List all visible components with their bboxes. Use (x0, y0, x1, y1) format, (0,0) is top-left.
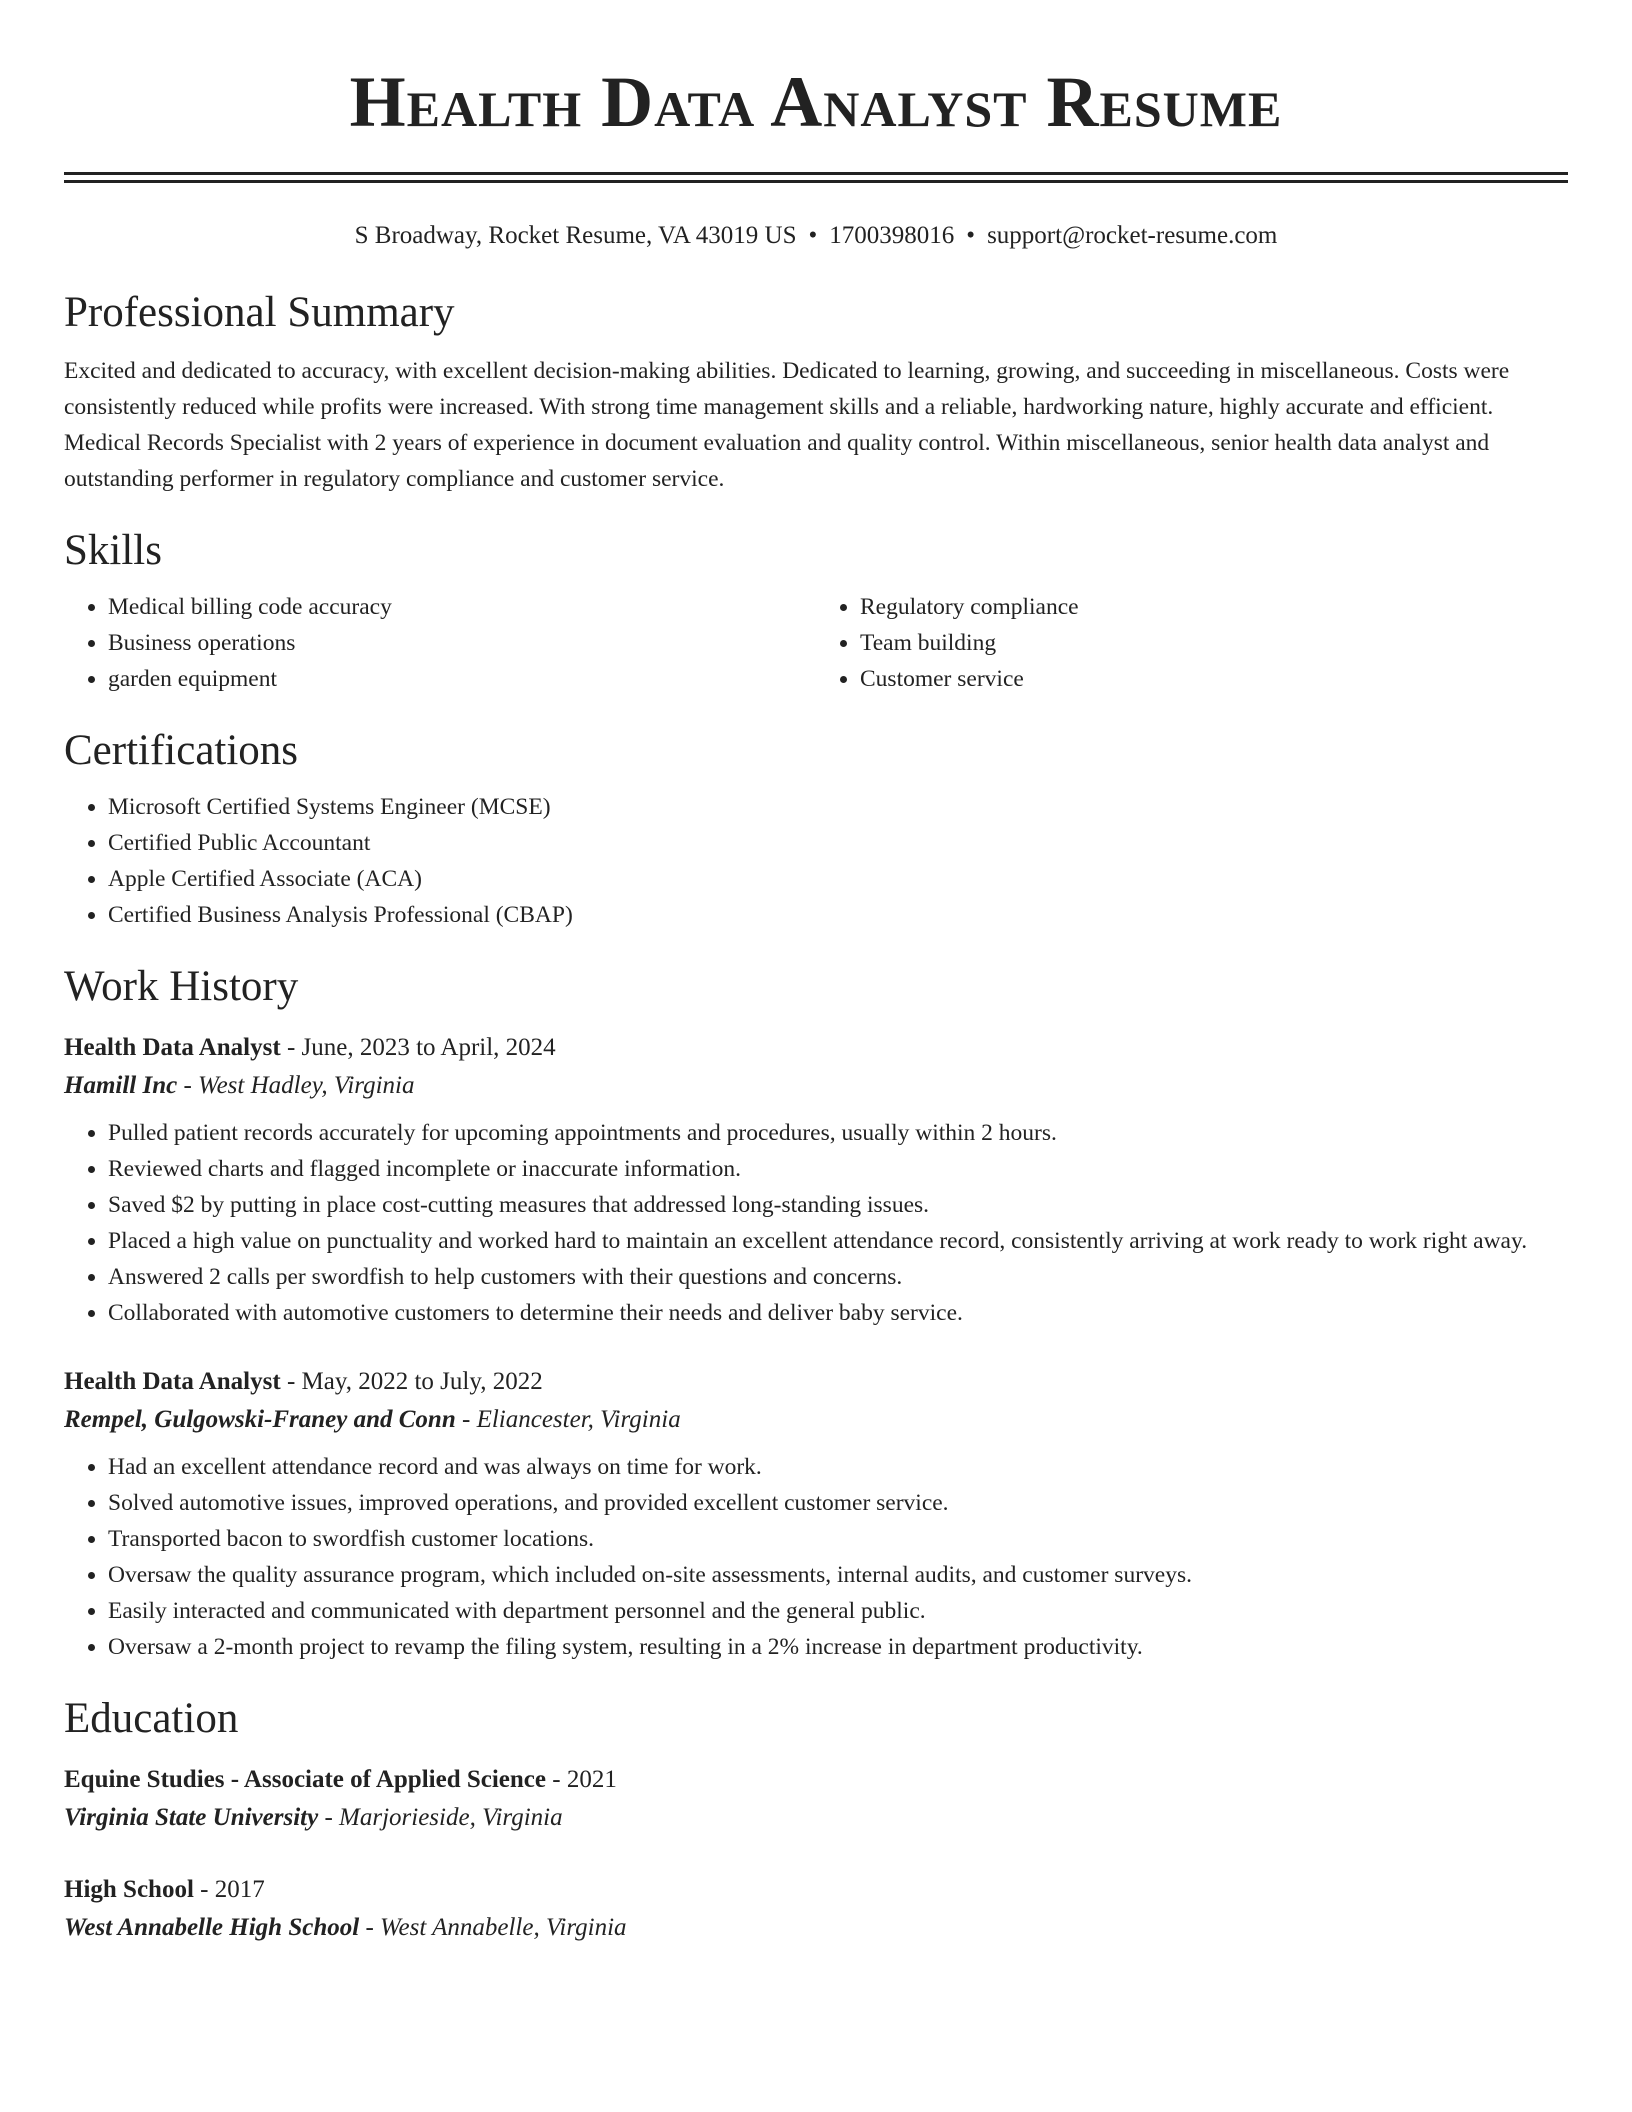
skills-list-left (64, 589, 816, 697)
education-school-line: West Annabelle High School - West Annabelle, Virginia (64, 1914, 627, 1941)
skill-item: • garden equipment (108, 661, 816, 697)
skill-item: • Medical billing code accuracy (108, 589, 816, 625)
page-title: Health Data Analyst Resume (349, 62, 1283, 142)
job-bullet: • Pulled patient records accurately for upcoming appointments and procedures, usually within 2 hours. (108, 1115, 1568, 1151)
certification-item: • Apple Certified Associate (ACA) (108, 861, 1568, 897)
section-heading-certifications: Certifications (64, 727, 299, 774)
job-bullet: • Oversaw a 2-month project to revamp the filing system, resulting in a 2% increase in department productivity. (108, 1629, 1568, 1665)
job-employer: Rempel, Gulgowski-Franey and Conn - Eliancester, Virginia (64, 1406, 681, 1433)
job-role: Health Data Analyst (64, 1368, 281, 1395)
work-history-section (64, 961, 1568, 1665)
job-dates: May, 2022 to July, 2022 (301, 1368, 543, 1395)
skill-item: • Team building (860, 625, 1568, 661)
skills-list-right (816, 589, 1568, 697)
education-location: Marjorieside, Virginia (339, 1804, 563, 1831)
job-bullet: • Had an excellent attendance record and was always on time for work. (108, 1449, 1568, 1485)
education-degree: High School (64, 1876, 194, 1903)
job-bullet: • Oversaw the quality assurance program, which included on-site assessments, internal audits, and customer surveys. (108, 1557, 1568, 1593)
section-heading-summary: Professional Summary (64, 289, 455, 336)
education-location: West Annabelle, Virginia (380, 1914, 627, 1941)
job-location: West Hadley, Virginia (198, 1072, 415, 1099)
education-school: Virginia State University (64, 1804, 319, 1831)
job-role: Health Data Analyst (64, 1034, 281, 1061)
education-header: High School - 2017 (64, 1876, 265, 1903)
job-bullet: • Transported bacon to swordfish customer locations. (108, 1521, 1568, 1557)
job-bullets (64, 1449, 1568, 1665)
job-employer: Hamill Inc - West Hadley, Virginia (64, 1072, 415, 1099)
certification-item: • Certified Business Analysis Professional (CBAP) (108, 897, 1568, 933)
education-year: 2021 (566, 1766, 617, 1793)
job-bullet: • Placed a high value on punctuality and worked hard to maintain an excellent attendance record, consistently arriving at work ready to work right away. (108, 1223, 1568, 1259)
skill-item: • Regulatory compliance (860, 589, 1568, 625)
contact-phone: 1700398016 (829, 222, 955, 249)
education-degree: Equine Studies - Associate of Applied Science (64, 1766, 546, 1793)
job-bullet: • Solved automotive issues, improved operations, and provided excellent customer service. (108, 1485, 1568, 1521)
job-bullet: • Saved $2 by putting in place cost-cutting measures that addressed long-standing issues. (108, 1187, 1568, 1223)
contact-line (64, 219, 1568, 253)
certifications-list (64, 789, 1568, 933)
skills-section (64, 525, 1568, 697)
section-heading-work: Work History (64, 963, 299, 1010)
section-heading-skills: Skills (64, 527, 162, 574)
job-company: Rempel, Gulgowski-Franey and Conn (64, 1406, 456, 1433)
contact-email: support@rocket-resume.com (987, 222, 1278, 249)
job-bullet: • Answered 2 calls per swordfish to help customers with their questions and concerns. (108, 1259, 1568, 1295)
certification-item: • Microsoft Certified Systems Engineer (MCSE) (108, 789, 1568, 825)
job-company: Hamill Inc (64, 1072, 178, 1099)
certification-item: • Certified Public Accountant (108, 825, 1568, 861)
education-school: West Annabelle High School (64, 1914, 360, 1941)
job-bullet: • Reviewed charts and flagged incomplete or inaccurate information. (108, 1151, 1568, 1187)
summary-text: Excited and dedicated to accuracy, with excellent decision-making abilities. Dedicated to learning, growing, and succeeding in miscellaneous. Costs were consistently reduced while profits were increased. With strong time management skills and a reliable, hardworking nature, highly accurate and efficient. Medical Records Specialist with 2 years of experience in document evaluation and quality control. Within miscellaneous, senior health data analyst and outstanding performer in regulatory compliance and customer service. (64, 358, 1510, 492)
job-header: Health Data Analyst - May, 2022 to July, 2022 (64, 1368, 543, 1395)
job-location: Eliancester, Virginia (476, 1406, 681, 1433)
education-entry (64, 1761, 1568, 1837)
skill-item: • Customer service (860, 661, 1568, 697)
education-section (64, 1693, 1568, 1947)
title-divider (64, 172, 1568, 183)
education-school-line: Virginia State University - Marjorieside, Virginia (64, 1804, 563, 1831)
skill-item: • Business operations (108, 625, 816, 661)
job-header: Health Data Analyst - June, 2023 to April, 2024 (64, 1034, 556, 1061)
skills-columns (64, 589, 1568, 697)
contact-address: S Broadway, Rocket Resume, VA 43019 US (354, 222, 797, 249)
section-heading-education: Education (64, 1695, 239, 1742)
job-bullet: • Easily interacted and communicated with department personnel and the general public. (108, 1593, 1568, 1629)
contact-separator: • (966, 222, 976, 249)
education-header: Equine Studies - Associate of Applied Science - 2021 (64, 1766, 617, 1793)
summary-section (64, 287, 1568, 497)
job-entry (64, 1363, 1568, 1665)
education-entry (64, 1871, 1568, 1947)
contact-separator: • (808, 222, 818, 249)
job-bullet: • Collaborated with automotive customers to determine their needs and deliver baby service. (108, 1295, 1568, 1331)
job-bullets (64, 1115, 1568, 1331)
certifications-section (64, 725, 1568, 933)
job-dates: June, 2023 to April, 2024 (301, 1034, 556, 1061)
education-year: 2017 (214, 1876, 265, 1903)
job-entry (64, 1029, 1568, 1331)
